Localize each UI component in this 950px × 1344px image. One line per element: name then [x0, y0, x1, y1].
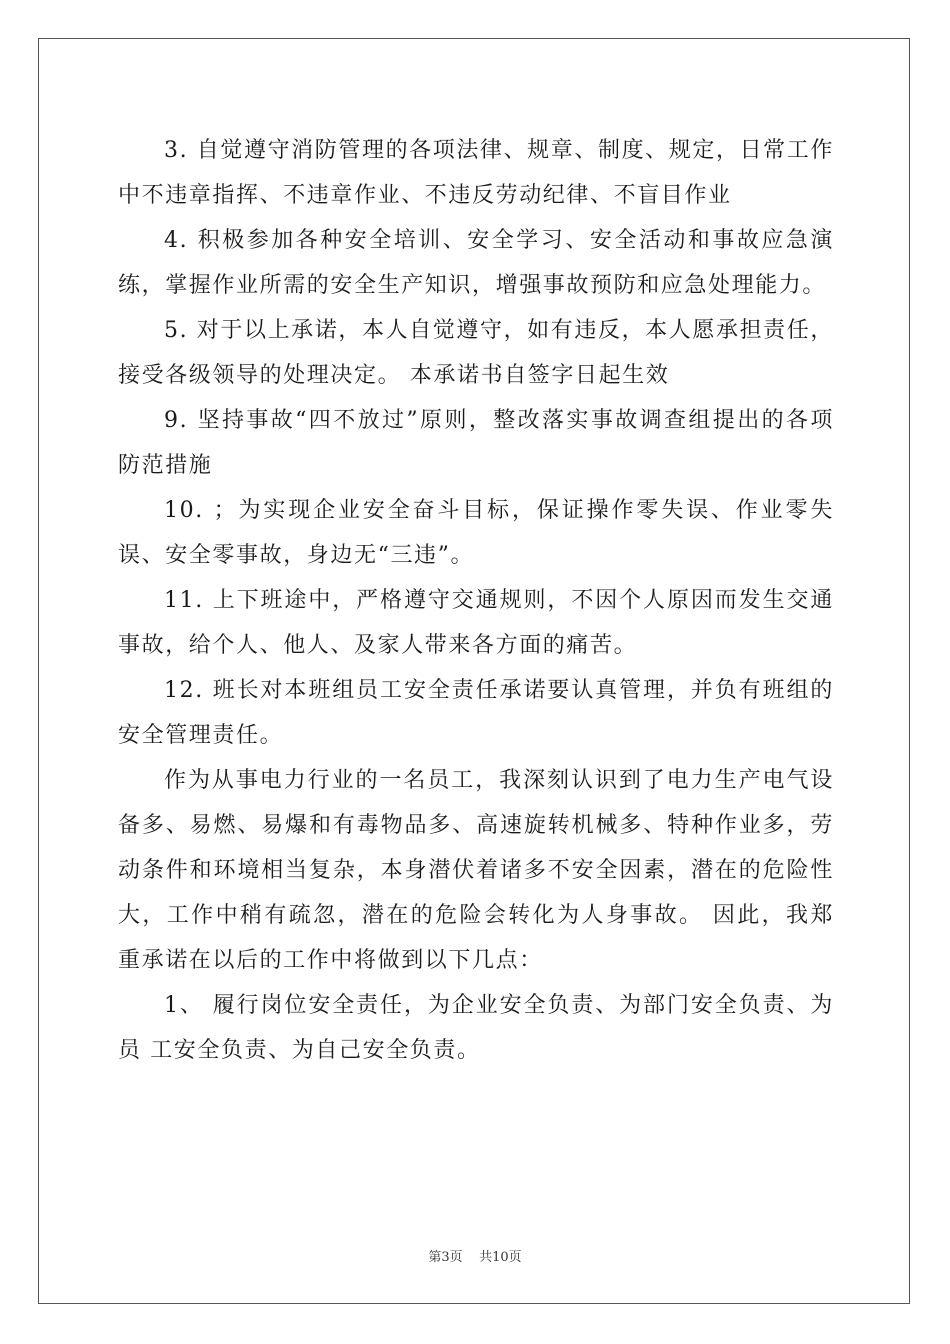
paragraph-item-1: 1、 履行岗位安全责任，为企业安全负责、为部门安全负责、为员 工安全负责、为自己安全负责。 [118, 993, 834, 1063]
paragraph-statement: 作为从事电力行业的一名员工，我深刻认识到了电力生产电气设备多、易燃、易爆和有毒物品多、高速旋转机械多、特种作业多，劳动条件和环境相当复杂，本身潜伏着诸多不安全因素，潜在的危险性大，工作中稍有疏忽，潜在的危险会转化为人身事故。 因此，我郑重承诺在以后的工作中将做到以下几点： [118, 768, 834, 973]
paragraph-item-4: 4. 积极参加各种安全培训、安全学习、安全活动和事故应急演练，掌握作业所需的安全生产知识，增强事故预防和应急处理能力。 [118, 228, 834, 298]
page-number: 第3页 [428, 1250, 463, 1265]
paragraph-item-10: 10. ；为实现企业安全奋斗目标，保证操作零失误、作业零失误、安全零事故，身边无“三违”。 [118, 498, 834, 568]
paragraph-item-9: 9. 坚持事故“四不放过”原则，整改落实事故调查组提出的各项防范措施 [118, 408, 834, 478]
document-body [118, 128, 834, 1073]
paragraph-item-3: 3. 自觉遵守消防管理的各项法律、规章、制度、规定，日常工作中不违章指挥、不违章作业、不违反劳动纪律、不盲目作业 [118, 138, 834, 208]
page-total: 共10页 [479, 1250, 522, 1265]
page-footer [0, 1246, 950, 1265]
paragraph-item-12: 12. 班长对本班组员工安全责任承诺要认真管理，并负有班组的安全管理责任。 [118, 678, 834, 748]
paragraph-item-5: 5. 对于以上承诺，本人自觉遵守，如有违反，本人愿承担责任，接受各级领导的处理决定。 本承诺书自签字日起生效 [118, 318, 834, 388]
paragraph-item-11: 11. 上下班途中，严格遵守交通规则，不因个人原因而发生交通事故，给个人、他人、及家人带来各方面的痛苦。 [118, 588, 834, 658]
